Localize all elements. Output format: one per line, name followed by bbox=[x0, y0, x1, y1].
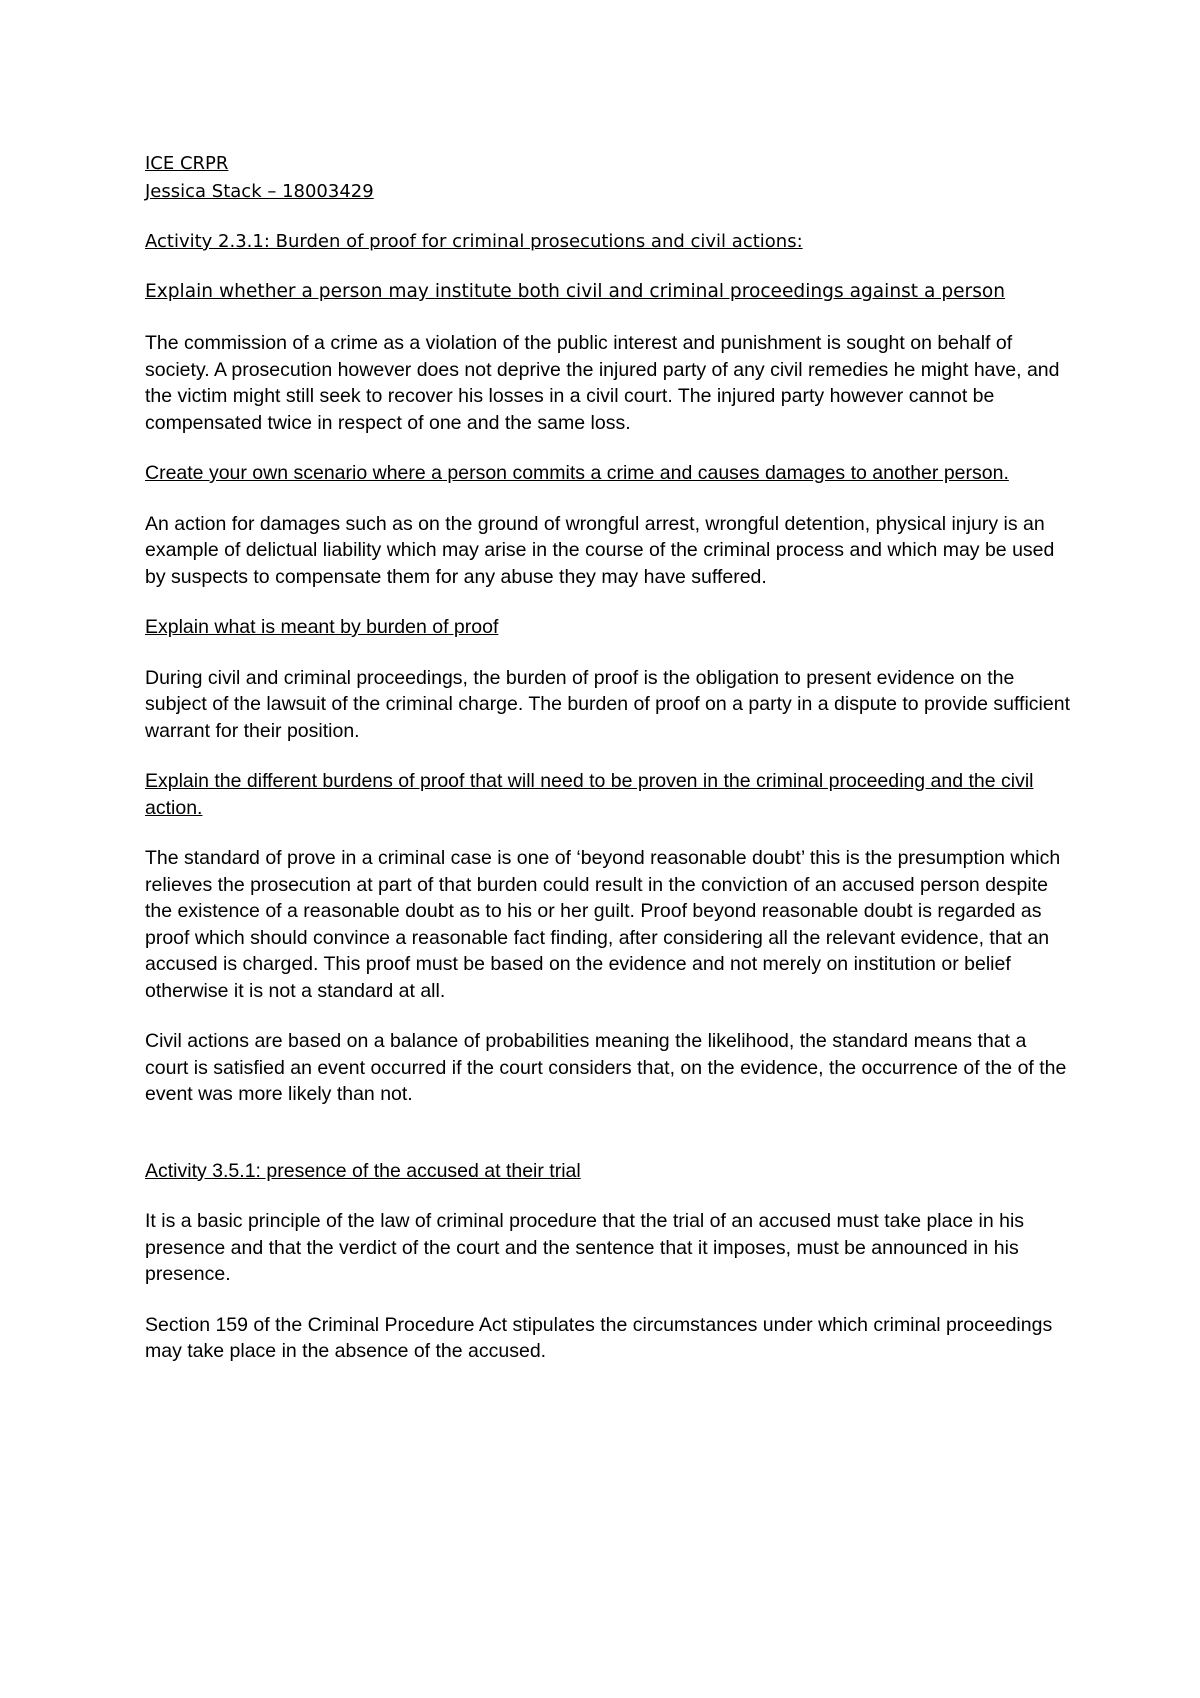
question-scenario: Create your own scenario where a person commits a crime and causes damages to another person. bbox=[145, 462, 1009, 484]
question-burden-of-proof: Explain what is meant by burden of proof bbox=[145, 616, 499, 638]
document-page bbox=[145, 150, 1075, 1365]
answer-section-159: Section 159 of the Criminal Procedure Act stipulates the circumstances under which criminal proceedings may take place in the absence of the accused. bbox=[145, 1313, 1053, 1362]
answer-presence-principle: It is a basic principle of the law of criminal procedure that the trial of an accused must take place in his presence and that the verdict of the court and the sentence that it imposes, must be announced in his presence. bbox=[145, 1210, 1025, 1285]
answer-civil-criminal: The commission of a crime as a violation of the public interest and punishment is sought on behalf of society. A prosecution however does not deprive the injured party of any civil remedies he might have, and the victim might still seek to recover his losses in a civil court. The injured party however cannot be compensated twice in respect of one and the same loss. bbox=[145, 332, 1060, 434]
student-name: Jessica Stack – 18003429 bbox=[145, 181, 374, 202]
course-code: ICE CRPR bbox=[145, 153, 229, 174]
answer-burden-of-proof: During civil and criminal proceedings, the burden of proof is the obligation to present evidence on the subject of the lawsuit of the criminal charge. The burden of proof on a party in a dispute to provide sufficient warrant for their position. bbox=[145, 666, 1070, 742]
activity-1-title: Activity 2.3.1: Burden of proof for criminal prosecutions and civil actions: bbox=[145, 231, 803, 252]
activity-2-title: Activity 3.5.1: presence of the accused at their trial bbox=[145, 1159, 581, 1182]
question-different-burdens: Explain the different burdens of proof that will need to be proven in the criminal proceeding and the civil action. bbox=[145, 770, 1034, 819]
question-civil-criminal: Explain whether a person may institute both civil and criminal proceedings against a person bbox=[145, 281, 1006, 302]
answer-civil-standard: Civil actions are based on a balance of probabilities meaning the likelihood, the standard means that a court is satisfied an event occurred if the court considers that, on the evidence, the occurrence of the of the event was more likely than not. bbox=[145, 1030, 1067, 1105]
answer-scenario: An action for damages such as on the ground of wrongful arrest, wrongful detention, physical injury is an example of delictual liability which may arise in the course of the criminal process and which may be used by suspects to compensate them for any abuse they may have suffered. bbox=[145, 512, 1055, 588]
answer-criminal-standard: The standard of prove in a criminal case is one of ‘beyond reasonable doubt’ this is the presumption which relieves the prosecution at part of that burden could result in the conviction of an accused person despite the existence of a reasonable doubt as to his or her guilt. Proof beyond reasonable doubt is regarded as proof which should convince a reasonable fact finding, after considering all the relevant evidence, that an accused is charged. This proof must be based on the evidence and not merely on institution or belief otherwise it is not a standard at all. bbox=[145, 847, 1061, 1002]
